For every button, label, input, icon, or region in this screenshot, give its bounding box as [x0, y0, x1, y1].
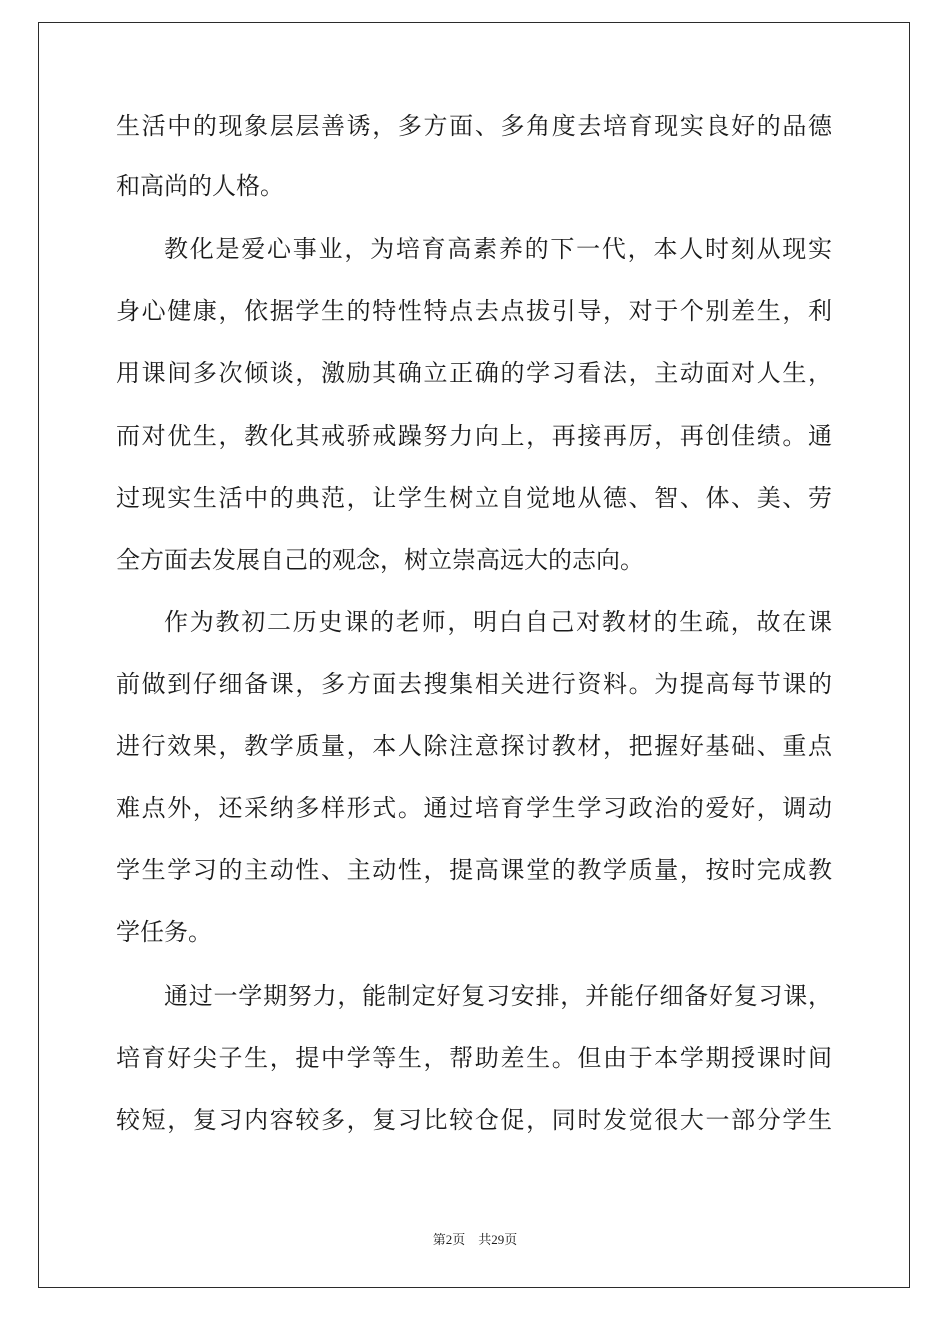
page-total: 共29页 — [478, 1232, 518, 1247]
text-line: 学生学习的主动性、主动性，提高课堂的教学质量，按时完成教 — [116, 856, 832, 884]
text-line: 身心健康，依据学生的特性特点去点拔引导，对于个别差生，利 — [116, 297, 832, 325]
text-line: 教化是爱心事业，为培育高素养的下一代，本人时刻从现实 — [164, 235, 832, 263]
text-line: 全方面去发展自己的观念，树立崇高远大的志向。 — [116, 546, 644, 574]
text-line: 用课间多次倾谈，激励其确立正确的学习看法，主动面对人生， — [116, 359, 832, 387]
page-frame — [38, 22, 910, 1288]
text-line: 过现实生活中的典范，让学生树立自觉地从德、智、体、美、劳 — [116, 484, 832, 512]
text-line: 作为教初二历史课的老师，明白自己对教材的生疏，故在课 — [164, 608, 832, 636]
page-number: 第2页 — [432, 1232, 466, 1247]
text-line: 而对优生，教化其戒骄戒躁努力向上，再接再厉，再创佳绩。通 — [116, 422, 832, 450]
text-line: 进行效果，教学质量，本人除注意探讨教材，把握好基础、重点 — [116, 732, 832, 760]
page-footer — [0, 1232, 950, 1248]
text-line: 学任务。 — [116, 918, 212, 946]
text-line: 生活中的现象层层善诱，多方面、多角度去培育现实良好的品德 — [116, 112, 832, 140]
text-line: 和高尚的人格。 — [116, 172, 284, 200]
text-line: 前做到仔细备课，多方面去搜集相关进行资料。为提高每节课的 — [116, 670, 832, 698]
text-line: 培育好尖子生，提中学等生，帮助差生。但由于本学期授课时间 — [116, 1044, 832, 1072]
text-line: 难点外，还采纳多样形式。通过培育学生学习政治的爱好，调动 — [116, 794, 832, 822]
text-line: 通过一学期努力，能制定好复习安排，并能仔细备好复习课， — [164, 982, 832, 1010]
text-line: 较短，复习内容较多，复习比较仓促，同时发觉很大一部分学生 — [116, 1106, 832, 1134]
